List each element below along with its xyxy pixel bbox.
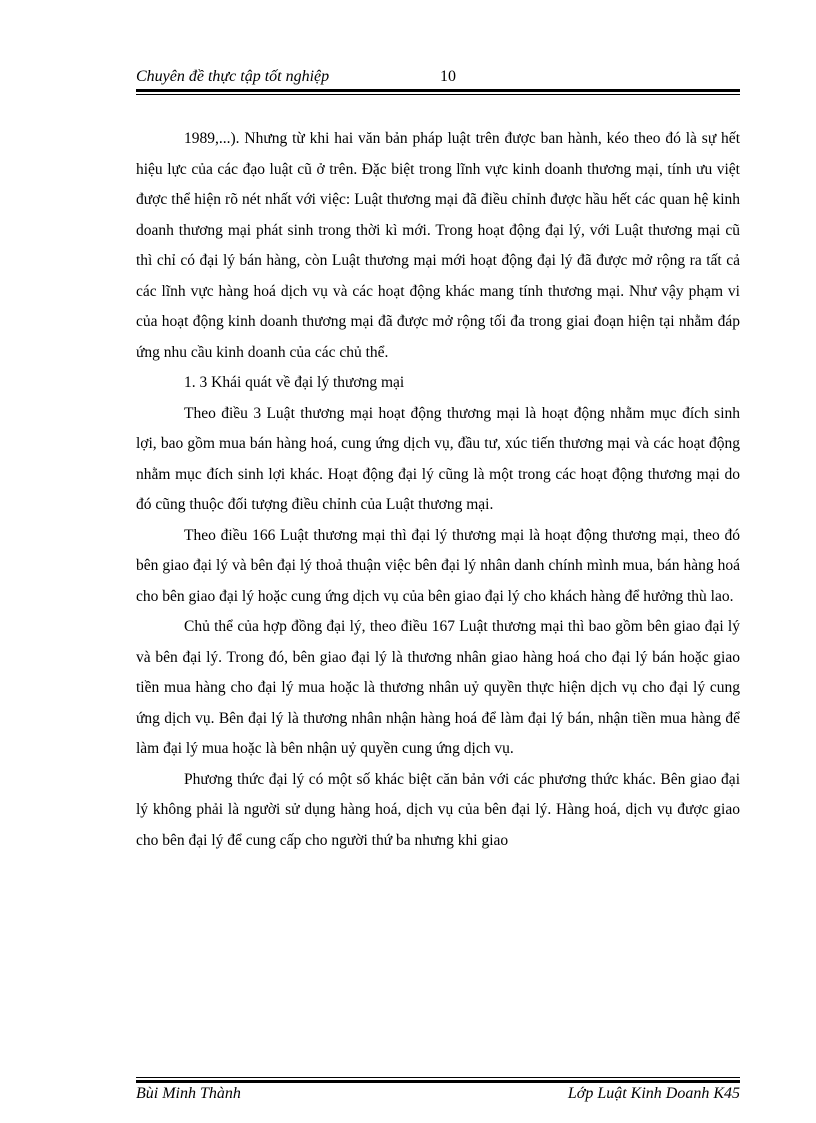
page-number: 10	[440, 68, 456, 85]
footer-class: Lớp Luật Kinh Doanh K45	[567, 1085, 740, 1102]
page-header	[136, 68, 740, 90]
paragraph-article-3: Theo điều 3 Luật thương mại hoạt động thương mại là hoạt động nhằm mục đích sinh lợi, bao gồm mua bán hàng hoá, cung ứng dịch vụ, đầu tư, xúc tiến thương mại và các hoạt động nhằm mục đích sinh lợi khác. Hoạt động đại lý cũng là một trong các hoạt động thương mại do đó cũng thuộc đối tượng điều chỉnh của Luật thương mại.	[136, 404, 740, 513]
section-heading: 1. 3 Khái quát về đại lý thương mại	[184, 374, 405, 391]
paragraph-agency-method: Phương thức đại lý có một số khác biệt căn bản với các phương thức khác. Bên giao đại lý không phải là người sử dụng hàng hoá, dịch vụ của bên đại lý. Hàng hoá, dịch vụ được giao cho bên đại lý để cung cấp cho người thứ ba nhưng khi giao	[136, 770, 740, 849]
header-rule-thick	[136, 89, 740, 92]
footer-rule-thick	[136, 1080, 740, 1083]
document-title: Chuyên đề thực tập tốt nghiệp	[136, 68, 330, 85]
header-rule-thin	[136, 94, 740, 95]
footer-rule-thin	[136, 1077, 740, 1078]
paragraph-article-167: Chủ thể của hợp đồng đại lý, theo điều 167 Luật thương mại thì bao gồm bên giao đại lý và bên đại lý. Trong đó, bên giao đại lý là thương nhân giao hàng hoá cho đại lý bán hoặc giao tiền mua hàng cho đại lý mua hoặc là thương nhân uỷ quyền thực hiện dịch vụ cho đại lý cung ứng dịch vụ. Bên đại lý là thương nhân nhận hàng hoá để làm đại lý bán, nhận tiền mua hàng để làm đại lý mua hoặc là bên nhận uỷ quyền cung ứng dịch vụ.	[136, 618, 740, 757]
paragraph-article-166: Theo điều 166 Luật thương mại thì đại lý thương mại là hoạt động thương mại, theo đó bên giao đại lý và bên đại lý thoả thuận việc bên đại lý nhân danh chính mình mua, bán hàng hoá cho bên giao đại lý hoặc cung ứng dịch vụ của bên giao đại lý cho khách hàng để hưởng thù lao.	[136, 526, 740, 605]
page-body	[136, 124, 740, 856]
page-footer	[136, 1085, 740, 1107]
footer-author: Bùi Minh Thành	[136, 1085, 241, 1102]
paragraph-intro: 1989,...). Nhưng từ khi hai văn bản pháp luật trên được ban hành, kéo theo đó là sự hết hiệu lực của các đạo luật cũ ở trên. Đặc biệt trong lĩnh vực kinh doanh thương mại, tính ưu việt được thể hiện rõ nét nhất với việc: Luật thương mại đã điều chỉnh được hầu hết các quan hệ kinh doanh thương mại phát sinh trong thời kì mới. Trong hoạt động đại lý, với Luật thương mại cũ thì chỉ có đại lý bán hàng, còn Luật thương mại mới hoạt động đại lý đã được mở rộng ra tất cả các lĩnh vực hàng hoá dịch vụ và các hoạt động khác mang tính thương mại. Như vậy phạm vi của hoạt động kinh doanh thương mại đã được mở rộng tối đa trong giai đoạn hiện tại nhằm đáp ứng nhu cầu kinh doanh của các chủ thể.	[136, 130, 740, 361]
